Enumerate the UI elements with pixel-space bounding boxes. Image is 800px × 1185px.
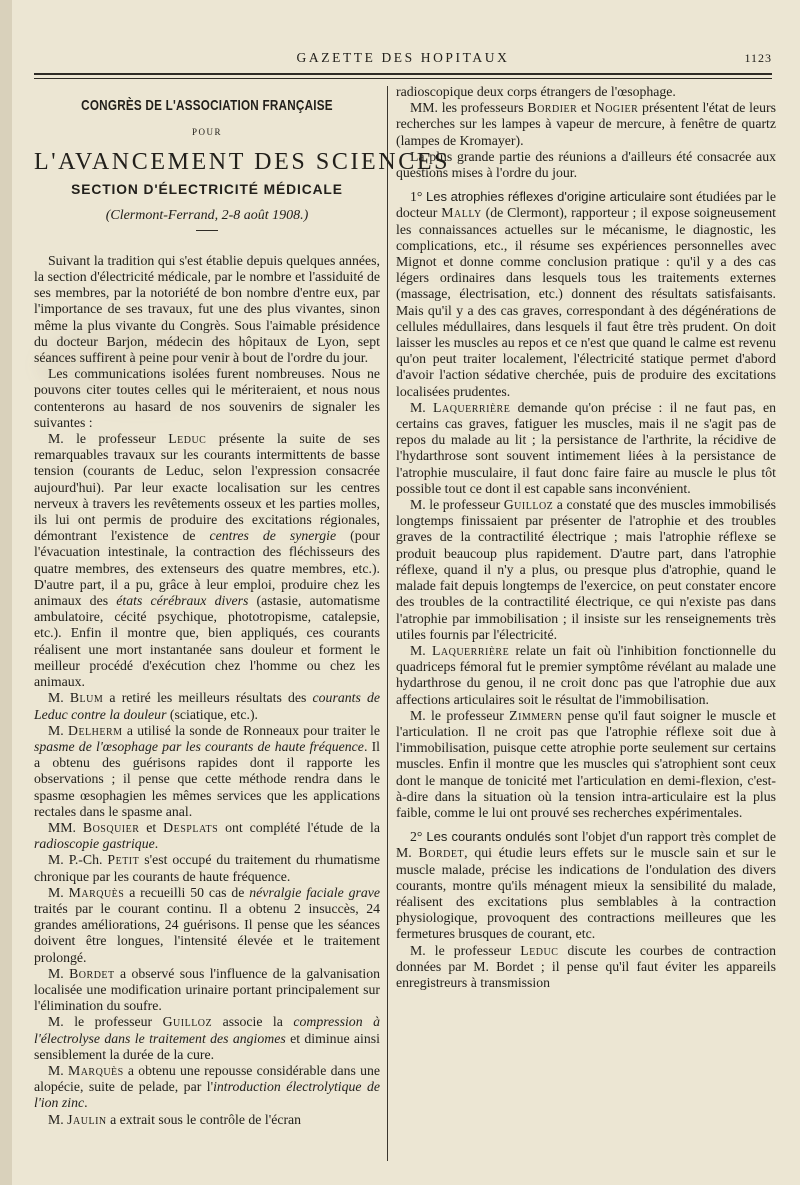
paragraph-zimmern: M. le professeur Zimmern pense qu'il faut soigner le muscle et l'articulation. Il ne croit pas que l'atrophie réflexe soit due à l'immobilisation, puisque cette atrophie porte seulement sur certains muscles. Enfin il montre que les muscles qui s'atrophient sont ceux dont le manque de tonicité met l'articulation en demi-flexion, c'est-à-dire dans la situation où la tension intra-articulaire est la plus faible, comme le lui ont prouvé ses recherches expérimentales. <box>396 707 776 820</box>
heading-main-title: L'AVANCEMENT DES SCIENCES <box>34 149 451 176</box>
paragraph-bordier-nogier: MM. les professeurs Bordier et Nogier présentent l'état de leurs recherches sur les lampes à vapeur de mercure, à fenêtre de quartz (lampes de Kromayer). <box>396 100 776 148</box>
paragraph-marques-nevralgie: M. Marquès a recueilli 50 cas de névralgie faciale grave traités par le courant continu. Il a obtenu 2 insuccès, 24 grandes améliorations, 24 guérisons. Il pense que les séances doivent être longues, l'intensité élevée et le traitement prolongé. <box>34 884 380 965</box>
right-column <box>396 84 776 1174</box>
paragraph-marques-alopecie: M. Marquès a obtenu une repousse considérable dans une alopécie, suite de pelade, par l'introduction électrolytique de l'ion zinc. <box>34 1062 380 1111</box>
paragraph-communications: Les communications isolées furent nombreuses. Nous ne pouvons citer toutes celles qui le mériteraient, et nous nous contenterons au hasard de nos souvenirs de signaler les suivantes : <box>34 366 380 430</box>
page-header <box>34 50 772 70</box>
paragraph-petit: M. P.-Ch. Petit s'est occupé du traitement du rhumatisme chronique par les courants de haute fréquence. <box>34 852 380 884</box>
paragraph-ordre-du-jour: La plus grande partie des réunions a d'ailleurs été consacrée aux questions mises à l'ordre du jour. <box>396 148 776 181</box>
left-column <box>34 84 451 1174</box>
paragraph-jaulin-continued: radioscopique deux corps étrangers de l'œsophage. <box>396 84 676 99</box>
header-rule-thick <box>34 73 772 75</box>
paragraph-bordet: M. Bordet a observé sous l'influence de la galvanisation localisée une modification urinaire portant principalement sur l'élimination du soufre. <box>34 965 380 1014</box>
paragraph-laquerriere-1: M. Laquerrière demande qu'on précise : il ne faut pas, en certains cas graves, fatiguer les muscles, mais il ne s'agit pas de repos du malade au lit ; la persistance de l'arthrite, la récidive de l'hydarthrose sont souvent intimement liées à la persistance de l'atrophie musculaire, il faut donc faire faire au muscle le plus tôt possible tout ce dont il est capable sans inconvénient. <box>396 399 776 496</box>
page-number: 1123 <box>744 51 772 65</box>
paragraph-delherm: M. Delherm a utilisé la sonde de Ronneaux pour traiter le spasme de l'œsophage par les courants de haute fréquence. Il a obtenu des guérisons rapides dont il rapporte les observations ; il pense que cette méthode rendra dans le spasme œsophagien les mêmes services que les applications rectales dans le spasme anal. <box>34 722 381 819</box>
header-rule-thin <box>34 78 772 79</box>
paragraph-laquerriere-2: M. Laquerrière relate un fait où l'inhibition fonctionnelle du quadriceps fémoral fut le premier symptôme révélant au malade une hydarthrose du genou, il ne croit donc pas que l'atrophie due aux affections articulaires soit le résultat de l'immobilisation. <box>396 642 776 707</box>
paragraph-blum: M. Blum a retiré les meilleurs résultats des courants de Leduc contre la douleur (sciatique, etc.). <box>34 690 380 722</box>
paragraph-courants-ondules: 2° Les courants ondulés sont l'objet d'un rapport très complet de M. Bordet, qui étudie leurs effets sur le muscle sain et sur le muscle malade, précise les indications de l'ondulation des divers courants, montre qu'ils ménagent mieux la sensibilité du malade, réalisent des excitations plus semblables à la contraction physiologique, provoquent des contractions meilleures que les fermetures brusques de courant, etc. <box>396 829 777 942</box>
paragraph-leduc: M. le professeur Leduc présente la suite de ses remarquables travaux sur les courants intermittents de basse tension (courants de Leduc, selon l'expression consacrée aujourd'hui). Par leur exacte localisation sur les centres nerveux à travers les revêtements osseux et les parties molles, ils lui ont permis de produire des excitations régionales, démontrant l'existence de centres de synergie (pour l'évacuation intestinale, la contraction des fléchisseurs des quatre membres, des extenseurs des quatre membres, etc.). D'autre part, il a pu, grâce à leur emploi, produire chez les animaux des états cérébraux divers (astasie, automatisme ambulatoire, cécité psychique, phototropisme, catalepsie, etc.). Enfin il montre que, bien appliqués, ces courants réalisent une mort instantanée sans douleur et forment le meilleur procédé d'exécution chez l'homme ou chez les animaux. <box>34 431 380 690</box>
journal-title: GAZETTE DES HOPITAUX <box>296 50 510 65</box>
column-divider <box>387 86 388 1161</box>
heading-place-date: (Clermont-Ferrand, 2-8 août 1908.) <box>105 207 309 223</box>
heading-separator <box>196 230 218 231</box>
paragraph-atrophies-reflexes: 1° Les atrophies réflexes d'origine articulaire sont étudiées par le docteur Mally (de Clermont), rapporteur ; il expose soigneusement les connaissances actuelles sur le mécanisme, le diagnostic, les complications, etc., il résume ses expériences personnelles avec Mignot et donne comme conclusion pratique : qu'il y a des cas légers ordinaires dans lesquels tous les traitements externes (massage, électrisation, etc.) donnent des résultats satisfaisants. Mais qu'il y a des cas graves, correspondant à des dégénérations de cellules médullaires, dans lesquels il faut être très prudent. On doit laisser les muscles au repos et ce n'est que quand le calme est revenu qu'on peut traiter localement, l'électricité statique permet d'abord d'avoir l'action sédative cherchée, puis de produire des excitations localisées prudentes. <box>396 189 776 399</box>
paragraph-intro: Suivant la tradition qui s'est établie depuis quelques années, la section d'électricité médicale, par le nombre et l'assiduité de ses membres, par la notoriété de bon nombre d'entre eux, par l'importance de ses travaux, fut une des plus vivantes, sinon même la plus vivante du Congrès. Sous l'aimable présidence du docteur Barjon, médecin des hôpitaux de Lyon, sept séances suffirent à peine pour venir à bout de l'ordre du jour. <box>34 252 380 366</box>
page-edge <box>0 0 12 1185</box>
paragraph-guilloz-atrophie: M. le professeur Guilloz a constaté que des muscles immobilisés longtemps finissaient par présenter de l'atrophie et des troubles graves de la contractilité électrique ; mais l'atrophie réflexe se produit beaucoup plus rapidement. D'autre part, dans l'atrophie réflexe, quand il n'y a plus, ou presque plus d'atrophie, quand le malade fait depuis longtemps de l'exercice, on peut constater encore des troubles de la contractilité électrique, ce qui n'existe pas dans l'atrophie par immobilisation ; il insiste sur les renseignements très utiles fournis par l'électricité. <box>396 497 776 642</box>
paragraph-leduc-courbes: M. le professeur Leduc discute les courbes de contraction données par M. Bordet ; il pense qu'il faut éviter les appareils enregistreurs à transmission <box>396 942 776 990</box>
paragraph-jaulin: M. Jaulin a extrait sous le contrôle de l'écran <box>48 1111 302 1127</box>
paragraph-guilloz-angiomes: M. le professeur Guilloz associe la compression à l'électrolyse dans le traitement des angiomes et diminue ainsi sensiblement la durée de la cure. <box>34 1014 380 1062</box>
heading-pour: POUR <box>191 127 222 138</box>
heading-congress: CONGRÈS DE L'ASSOCIATION FRANÇAISE <box>81 97 333 114</box>
heading-section: SECTION D'ÉLECTRICITÉ MÉDICALE <box>71 182 343 198</box>
paragraph-bosquier: MM. Bosquier et Desplats ont complété l'étude de la radioscopie gastrique. <box>34 819 381 852</box>
